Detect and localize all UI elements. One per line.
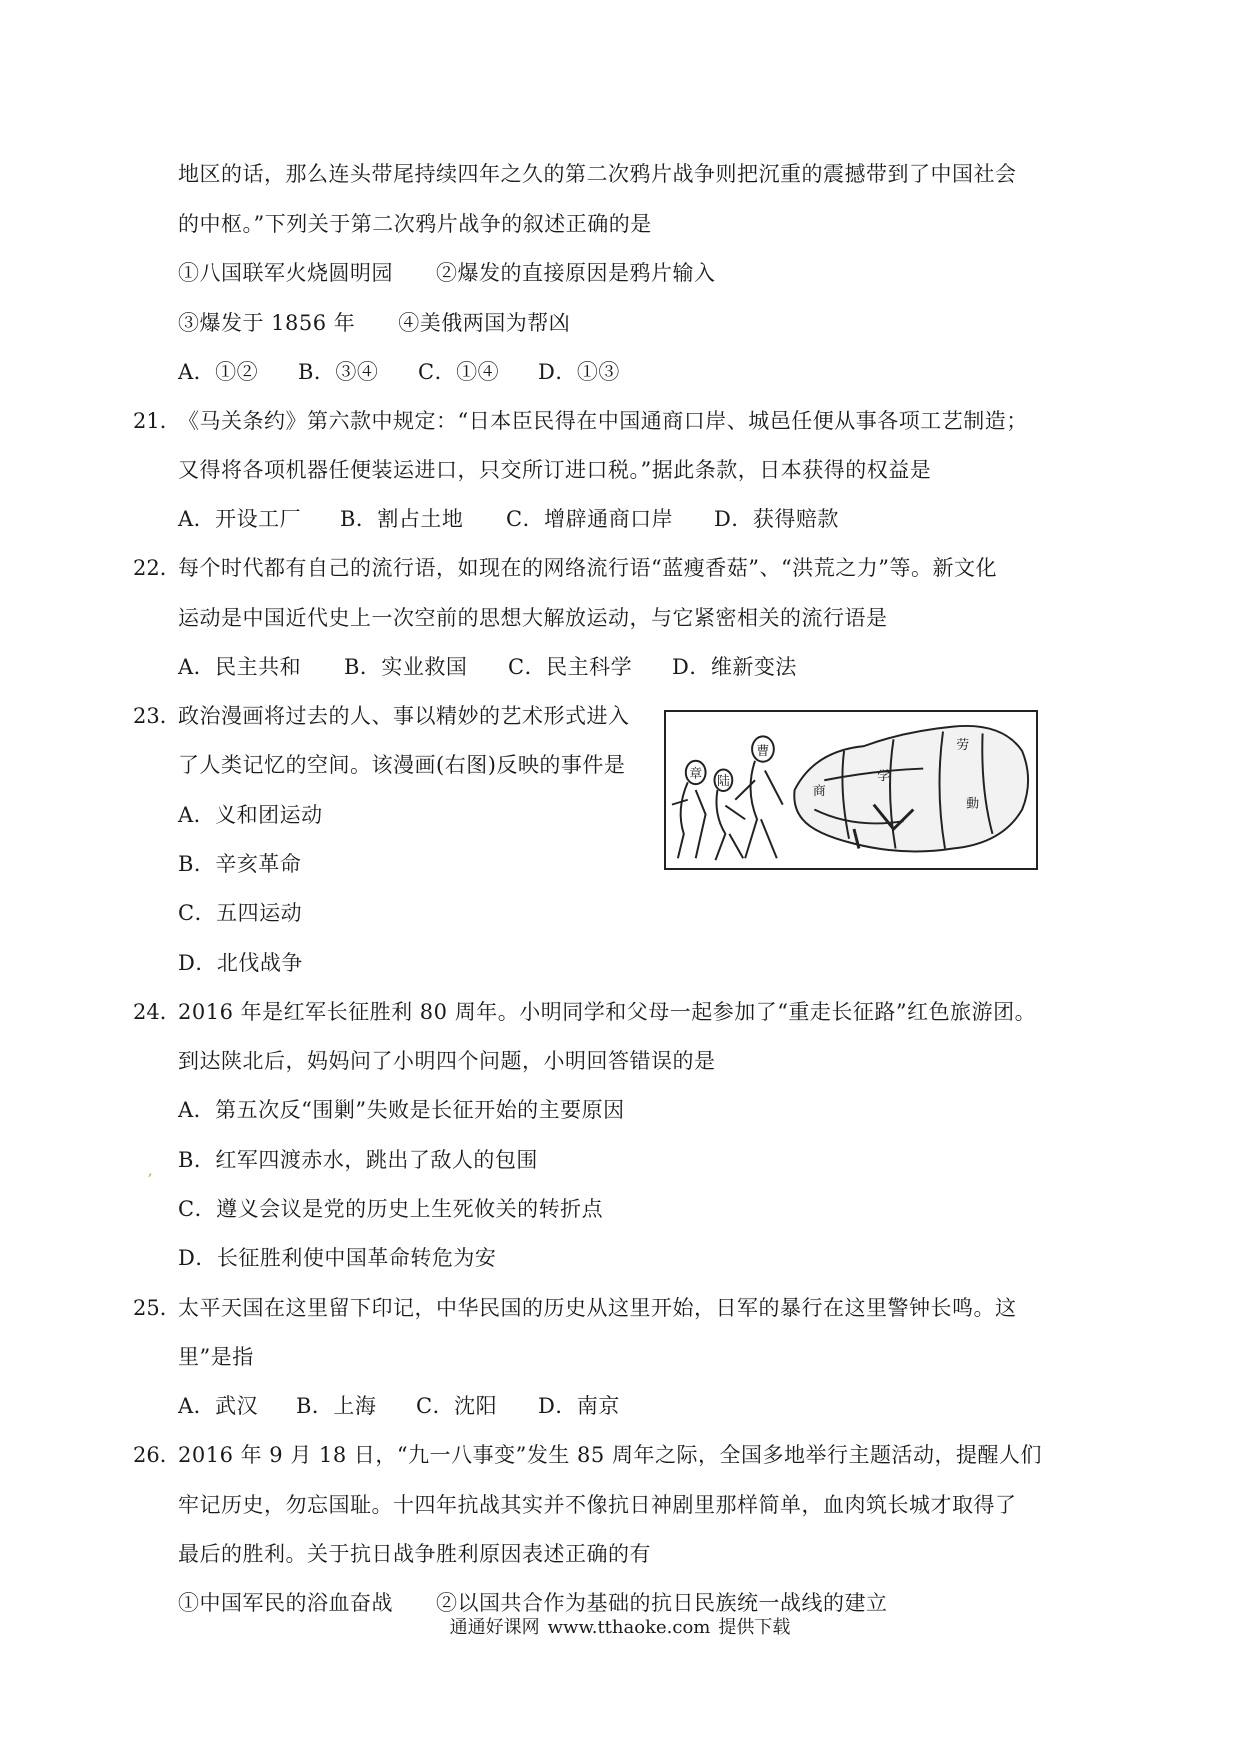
q26-stem-line-2: 牢记历史，勿忘国耻。十四年抗战其实并不像抗日神剧里那样简单，血肉筑长城才取得了 <box>178 1493 1017 1517</box>
q22-options <box>178 653 797 681</box>
q20-items-line-2: ③爆发于 1856 年 ④美俄两国为帮凶 <box>178 311 571 335</box>
q21-stem-line-1: 《马关条约》第六款中规定：“日本臣民得在中国通商口岸、城邑任便从事各项工艺制造； <box>178 409 1028 433</box>
q20-option-c: C．①④ <box>418 360 500 384</box>
q20-option-d: D．①③ <box>538 360 620 384</box>
cartoon-label-xue: 学 <box>877 769 891 785</box>
cartoon-label-zhang: 章 <box>689 766 703 782</box>
q22-option-a: A．民主共和 <box>178 655 302 679</box>
q21-stem-line-2: 又得将各项机器任便装运进口，只交所订进口税。”据此条款，日本获得的权益是 <box>178 458 932 482</box>
q21-option-c: C．增辟通商口岸 <box>506 507 674 531</box>
q22-number: 22． <box>133 556 181 580</box>
q22-option-c: C．民主科学 <box>508 655 633 679</box>
q23-option-d: D．北伐战争 <box>178 951 303 975</box>
cartoon-label-cao: 曹 <box>756 743 770 759</box>
stray-mark: , <box>148 1163 153 1179</box>
q23-option-a: A．义和团运动 <box>178 803 323 827</box>
q23-stem-line-1: 政治漫画将过去的人、事以精妙的艺术形式进入 <box>178 704 630 728</box>
q25-options <box>178 1392 620 1420</box>
q25-option-c: C．沈阳 <box>416 1394 498 1418</box>
q20-options <box>178 358 620 386</box>
cartoon-label-lu: 陆 <box>716 774 730 790</box>
q21-options <box>178 505 839 533</box>
q21-option-a: A．开设工厂 <box>178 507 302 531</box>
q25-number: 25． <box>133 1296 181 1320</box>
footer-suffix: 提供下载 <box>718 1617 791 1638</box>
page-footer <box>0 1616 1240 1640</box>
q25-option-a: A．武汉 <box>178 1394 259 1418</box>
q25-option-d: D．南京 <box>538 1394 620 1418</box>
q20-items-line-1: ①八国联军火烧圆明园 ②爆发的直接原因是鸦片输入 <box>178 261 716 285</box>
q23-option-b: B．辛亥革命 <box>178 852 302 876</box>
q22-option-b: B．实业救国 <box>344 655 468 679</box>
q24-stem-line-1: 2016 年是红军长征胜利 80 周年。小明同学和父母一起参加了“重走长征路”红色旅游团。 <box>178 1000 1037 1024</box>
cartoon-label-shang: 商 <box>812 783 826 799</box>
q25-option-b: B．上海 <box>296 1394 377 1418</box>
political-cartoon-image <box>664 710 1038 870</box>
q26-items-line-1: ①中国军民的浴血奋战 ②以国共合作为基础的抗日民族统一战线的建立 <box>178 1591 888 1615</box>
q24-number: 24． <box>133 1000 181 1024</box>
footer-url: www.tthaoke.com <box>547 1617 711 1638</box>
q26-number: 26． <box>133 1443 181 1467</box>
q22-option-d: D．维新变法 <box>672 655 797 679</box>
q20-stem-line-1: 地区的话，那么连头带尾持续四年之久的第二次鸦片战争则把沉重的震撼带到了中国社会 <box>178 162 1017 186</box>
q24-option-b: B．红军四渡赤水，跳出了敌人的包围 <box>178 1148 538 1172</box>
q24-option-a: A．第五次反“围剿”失败是长征开始的主要原因 <box>178 1098 625 1122</box>
q20-option-a: A．①② <box>178 360 259 384</box>
q20-option-b: B．③④ <box>298 360 379 384</box>
q21-option-b: B．割占土地 <box>340 507 464 531</box>
footer-site-name: 通通好课网 <box>449 1617 540 1638</box>
q25-stem-line-2: 里”是指 <box>178 1345 254 1369</box>
q21-number: 21． <box>133 409 181 433</box>
cartoon-label-lao: 劳 <box>956 738 970 754</box>
q23-stem-line-2: 了人类记忆的空间。该漫画(右图)反映的事件是 <box>178 753 626 777</box>
q24-option-c: C．遵义会议是党的历史上生死攸关的转折点 <box>178 1197 604 1221</box>
q21-option-d: D．获得赔款 <box>714 507 839 531</box>
q23-number: 23． <box>133 704 181 728</box>
q26-stem-line-3: 最后的胜利。关于抗日战争胜利原因表述正确的有 <box>178 1542 651 1566</box>
q22-stem-line-2: 运动是中国近代史上一次空前的思想大解放运动，与它紧密相关的流行语是 <box>178 606 888 630</box>
cartoon-label-dong: 動 <box>966 796 980 812</box>
q23-option-c: C．五四运动 <box>178 901 303 925</box>
q25-stem-line-1: 太平天国在这里留下印记，中华民国的历史从这里开始，日军的暴行在这里警钟长鸣。这 <box>178 1296 1017 1320</box>
q24-option-d: D．长征胜利使中国革命转危为安 <box>178 1246 497 1270</box>
q20-stem-line-2: 的中枢。”下列关于第二次鸦片战争的叙述正确的是 <box>178 212 652 236</box>
q26-stem-line-1: 2016 年 9 月 18 日，“九一八事变”发生 85 周年之际，全国多地举行主题活动，提醒人们 <box>178 1443 1042 1467</box>
q22-stem-line-1: 每个时代都有自己的流行语，如现在的网络流行语“蓝瘦香菇”、“洪荒之力”等。新文化 <box>178 556 997 580</box>
q24-stem-line-2: 到达陕北后，妈妈问了小明四个问题，小明回答错误的是 <box>178 1049 716 1073</box>
